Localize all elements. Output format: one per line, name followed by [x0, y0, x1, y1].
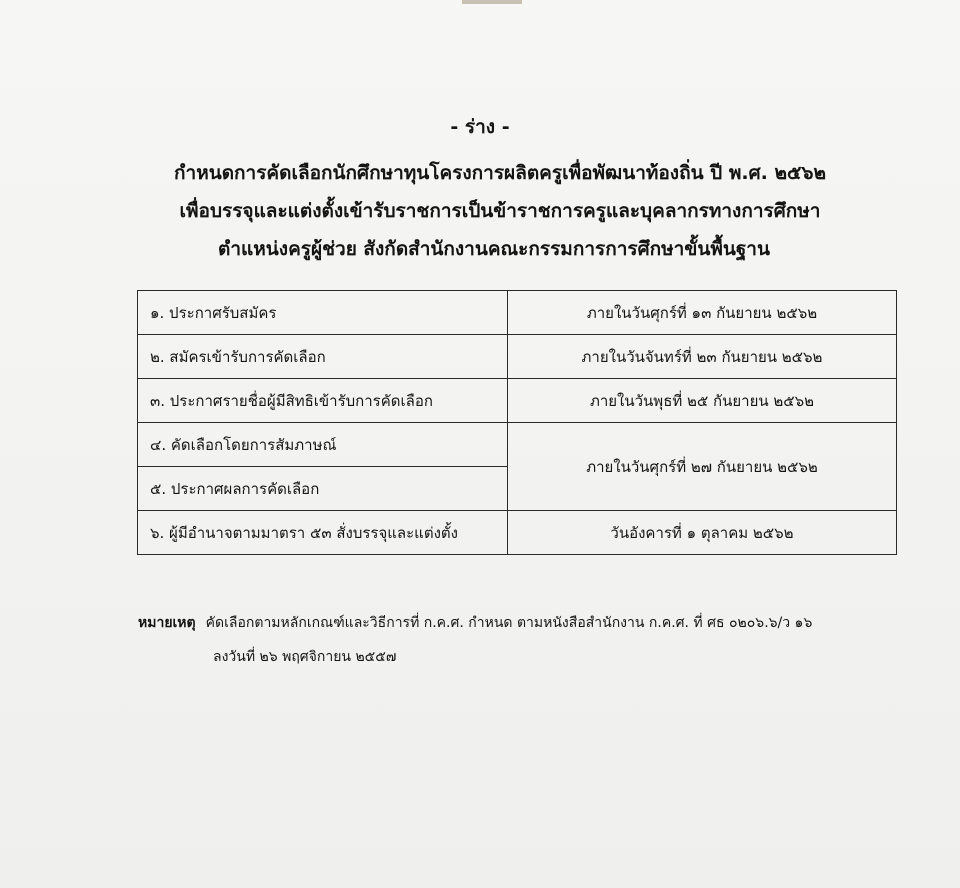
date-cell: ภายในวันพุธที่ ๒๕ กันยายน ๒๕๖๒: [508, 379, 897, 423]
date-cell: วันอังคารที่ ๑ ตุลาคม ๒๕๖๒: [508, 511, 897, 555]
remark: [138, 612, 812, 634]
remark-label: หมายเหตุ: [138, 615, 196, 631]
binder-clip-mark: [462, 0, 522, 4]
step-cell: ๕. ประกาศผลการคัดเลือก: [138, 467, 508, 511]
table-row: [138, 423, 897, 467]
table-row: [138, 511, 897, 555]
table-row: [138, 335, 897, 379]
remark-text-line-1: คัดเลือกตามหลักเกณฑ์และวิธีการที่ ก.ค.ศ. กำหนด ตามหนังสือสำนักงาน ก.ค.ศ. ที่ ศธ ๐๒๐๖.๖/ว ๑๖: [205, 615, 813, 631]
heading-line-2: เพื่อบรรจุและแต่งตั้งเข้ารับราชการเป็นข้าราชการครูและบุคลากรทางการศึกษา: [179, 200, 821, 222]
step-cell: ๖. ผู้มีอำนาจตามมาตรา ๕๓ สั่งบรรจุและแต่งตั้ง: [138, 511, 508, 555]
heading-line-3: ตำแหน่งครูผู้ช่วย สังกัดสำนักงานคณะกรรมการการศึกษาขั้นพื้นฐาน: [218, 238, 770, 260]
step-cell: ๒. สมัครเข้ารับการคัดเลือก: [138, 335, 508, 379]
step-cell: ๑. ประกาศรับสมัคร: [138, 291, 508, 335]
remark-text-line-2: ลงวันที่ ๒๖ พฤศจิกายน ๒๕๕๗: [213, 649, 397, 665]
date-cell: ภายในวันศุกร์ที่ ๒๗ กันยายน ๒๕๖๒: [508, 423, 897, 511]
table-row: [138, 379, 897, 423]
step-cell: ๔. คัดเลือกโดยการสัมภาษณ์: [138, 423, 508, 467]
draft-label: - ร่าง -: [450, 116, 510, 138]
step-cell: ๓. ประกาศรายชื่อผู้มีสิทธิเข้ารับการคัดเลือก: [138, 379, 508, 423]
heading-line-1: กำหนดการคัดเลือกนักศึกษาทุนโครงการผลิตครูเพื่อพัฒนาท้องถิ่น ปี พ.ศ. ๒๕๖๒: [174, 162, 826, 184]
date-cell: ภายในวันศุกร์ที่ ๑๓ กันยายน ๒๕๖๒: [508, 291, 897, 335]
date-cell: ภายในวันจันทร์ที่ ๒๓ กันยายน ๒๕๖๒: [508, 335, 897, 379]
schedule-table: [137, 290, 897, 555]
table-row: [138, 291, 897, 335]
